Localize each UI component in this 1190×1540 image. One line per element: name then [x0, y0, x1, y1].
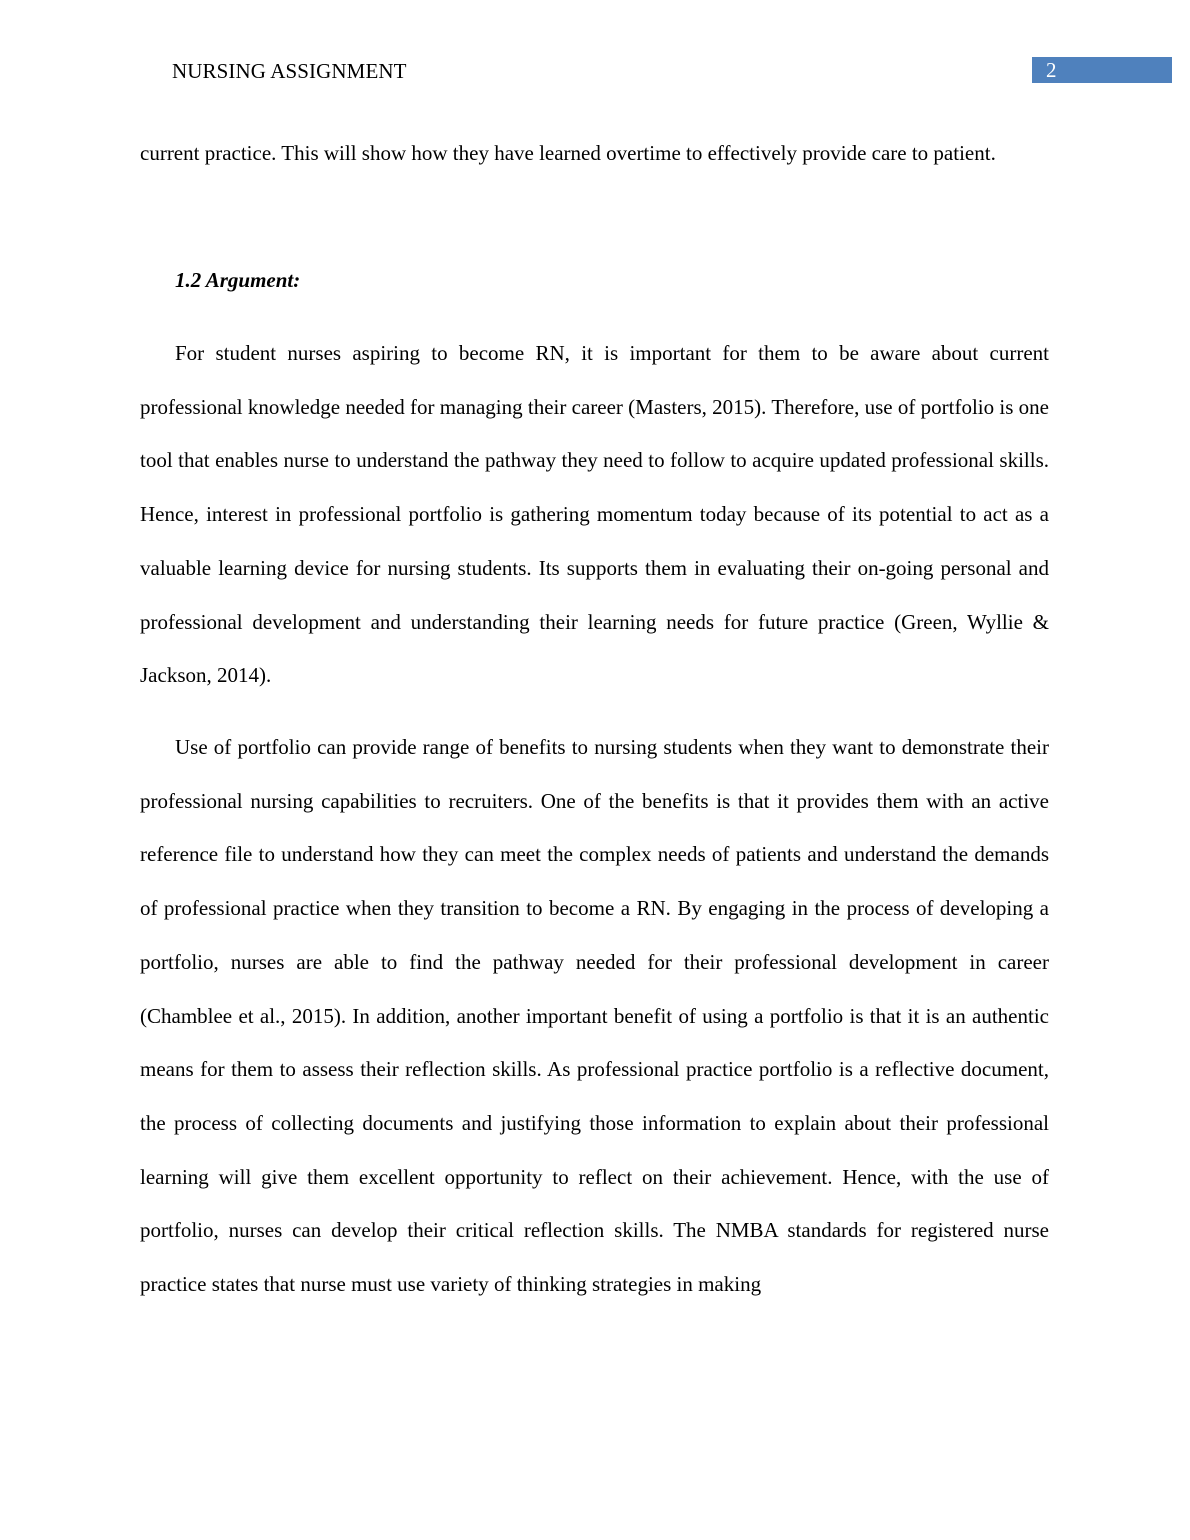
continued-paragraph: current practice. This will show how they have learned overtime to effectively provide care to patient. [140, 141, 996, 165]
section-heading: 1.2 Argument: [175, 268, 301, 292]
page-number: 2 [1032, 57, 1172, 83]
body-paragraph: For student nurses aspiring to become RN, it is important for them to be aware about current professional knowledge needed for managing their career (Masters, 2015). Therefore, use of portfolio is one tool that enables nurse to understand the pathway they need to follow to acquire updated professional skills. Hence, interest in professional portfolio is gathering momentum today because of its potential to act as a valuable learning device for nursing students. Its supports them in evaluating their on-going personal and professional development and understanding their learning needs for future practice (Green, Wyllie & Jackson, 2014). [140, 341, 1049, 688]
body-paragraph: Use of portfolio can provide range of benefits to nursing students when they want to demonstrate their professional nursing capabilities to recruiters. One of the benefits is that it provides them with an active reference file to understand how they can meet the complex needs of patients and understand the demands of professional practice when they transition to become a RN. By engaging in the process of developing a portfolio, nurses are able to find the pathway needed for their professional development in career (Chamblee et al., 2015). In addition, another important benefit of using a portfolio is that it is an authentic means for them to assess their reflection skills. As professional practice portfolio is a reflective document, the process of collecting documents and justifying those information to explain about their professional learning will give them excellent opportunity to reflect on their achievement. Hence, with the use of portfolio, nurses can develop their critical reflection skills. The NMBA standards for registered nurse practice states that nurse must use variety of thinking strategies in making [140, 735, 1049, 1297]
running-head-title: NURSING ASSIGNMENT [172, 59, 407, 83]
